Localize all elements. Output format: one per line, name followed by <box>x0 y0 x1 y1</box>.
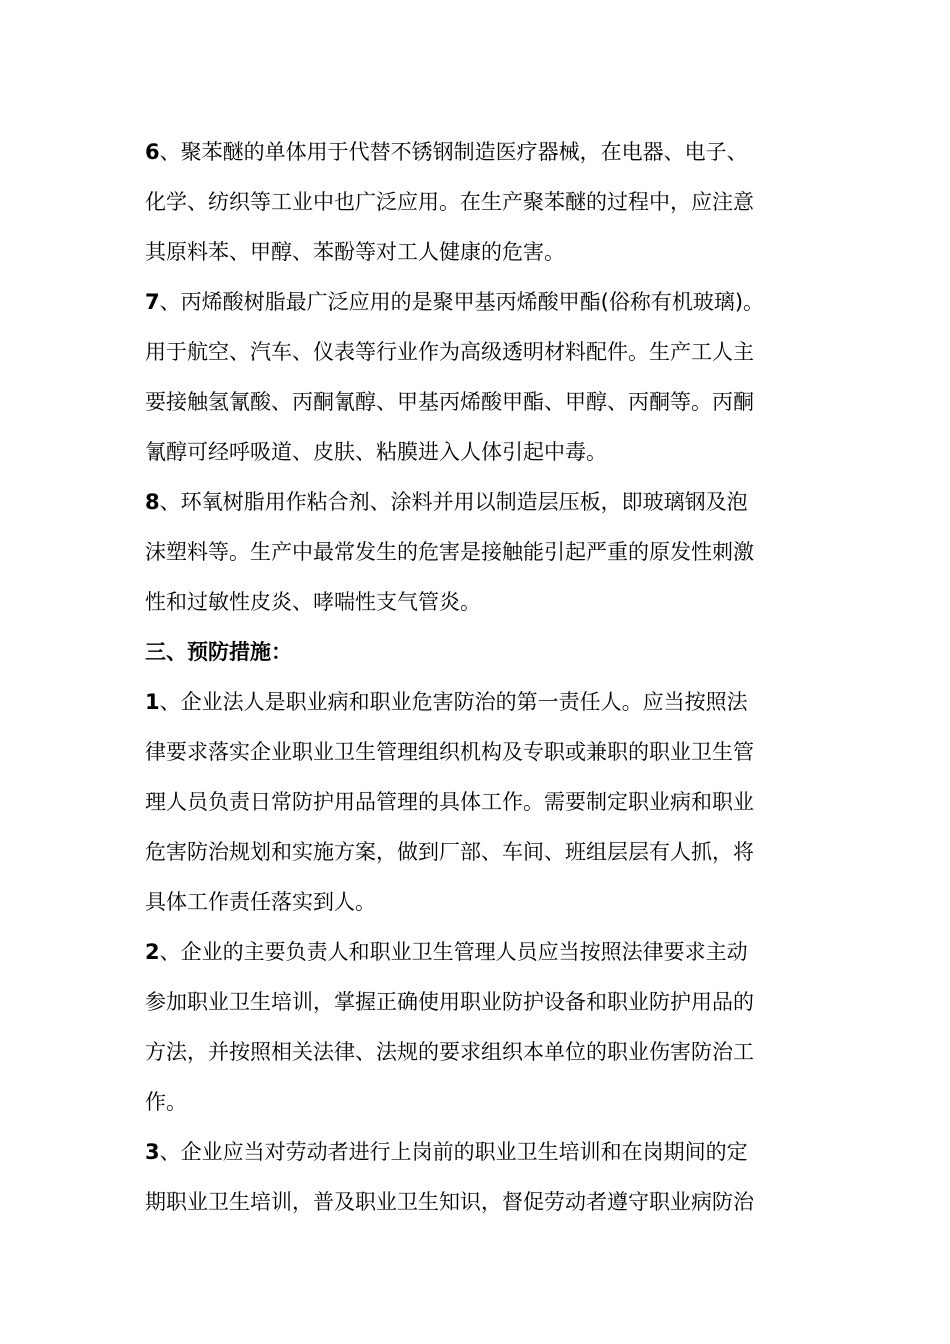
text-line <box>145 927 815 977</box>
item-number: 7 <box>145 290 160 314</box>
text-line: 作。 <box>145 1090 187 1114</box>
line-text: 、环氧树脂用作粘合剂、涂料并用以制造层压板，即玻璃钢及泡 <box>159 490 748 514</box>
text-line: 化学、纺织等工业中也广泛应用。在生产聚苯醚的过程中，应注意 <box>145 190 754 214</box>
line-text: 、企业法人是职业病和职业危害防治的第一责任人。应当按照法 <box>159 690 748 714</box>
item-number: 8 <box>145 490 160 514</box>
text-line <box>145 127 815 177</box>
item-number: 1 <box>145 690 160 714</box>
item-number: 6 <box>145 140 160 164</box>
text-line <box>145 1127 815 1177</box>
paragraph-measure-3 <box>145 1127 815 1227</box>
item-number: 3 <box>145 1140 160 1164</box>
line-text: 、聚苯醚的单体用于代替不锈钢制造医疗器械，在电器、电子、 <box>159 140 748 164</box>
paragraph-item-6 <box>145 127 815 277</box>
text-line: 用于航空、汽车、仪表等行业作为高级透明材料配件。生产工人主 <box>145 340 754 364</box>
text-line: 要接触氢氰酸、丙酮氰醇、甲基丙烯酸甲酯、甲醇、丙酮等。丙酮 <box>145 390 754 414</box>
text-line: 性和过敏性皮炎、哮喘性支气管炎。 <box>145 590 481 614</box>
text-line <box>145 277 815 327</box>
text-line: 具体工作责任落实到人。 <box>145 890 376 914</box>
text-line: 其原料苯、甲醇、苯酚等对工人健康的危害。 <box>145 240 565 264</box>
text-line: 沫塑料等。生产中最常发生的危害是接触能引起严重的原发性刺激 <box>145 540 754 564</box>
document-body <box>145 127 815 1227</box>
paragraph-measure-1 <box>145 677 815 927</box>
item-number: 2 <box>145 940 160 964</box>
text-line: 参加职业卫生培训，掌握正确使用职业防护设备和职业防护用品的 <box>145 990 754 1014</box>
text-line <box>145 477 815 527</box>
text-line: 危害防治规划和实施方案，做到厂部、车间、班组层层有人抓，将 <box>145 840 754 864</box>
text-line: 期职业卫生培训，普及职业卫生知识，督促劳动者遵守职业病防治 <box>145 1190 754 1214</box>
text-line <box>145 677 815 727</box>
paragraph-item-8 <box>145 477 815 627</box>
text-line: 方法，并按照相关法律、法规的要求组织本单位的职业伤害防治工 <box>145 1040 754 1064</box>
line-text: 、丙烯酸树脂最广泛应用的是聚甲基丙烯酸甲酯(俗称有机玻璃)。 <box>159 290 765 314</box>
line-text: 、企业的主要负责人和职业卫生管理人员应当按照法律要求主动 <box>159 940 748 964</box>
text-line: 理人员负责日常防护用品管理的具体工作。需要制定职业病和职业 <box>145 790 754 814</box>
text-line: 氰醇可经呼吸道、皮肤、粘膜进入人体引起中毒。 <box>145 440 607 464</box>
line-text: 、企业应当对劳动者进行上岗前的职业卫生培训和在岗期间的定 <box>159 1140 748 1164</box>
paragraph-measure-2 <box>145 927 815 1127</box>
paragraph-item-7 <box>145 277 815 477</box>
text-line: 律要求落实企业职业卫生管理组织机构及专职或兼职的职业卫生管 <box>145 740 754 764</box>
section-heading: 三、预防措施： <box>145 640 292 664</box>
